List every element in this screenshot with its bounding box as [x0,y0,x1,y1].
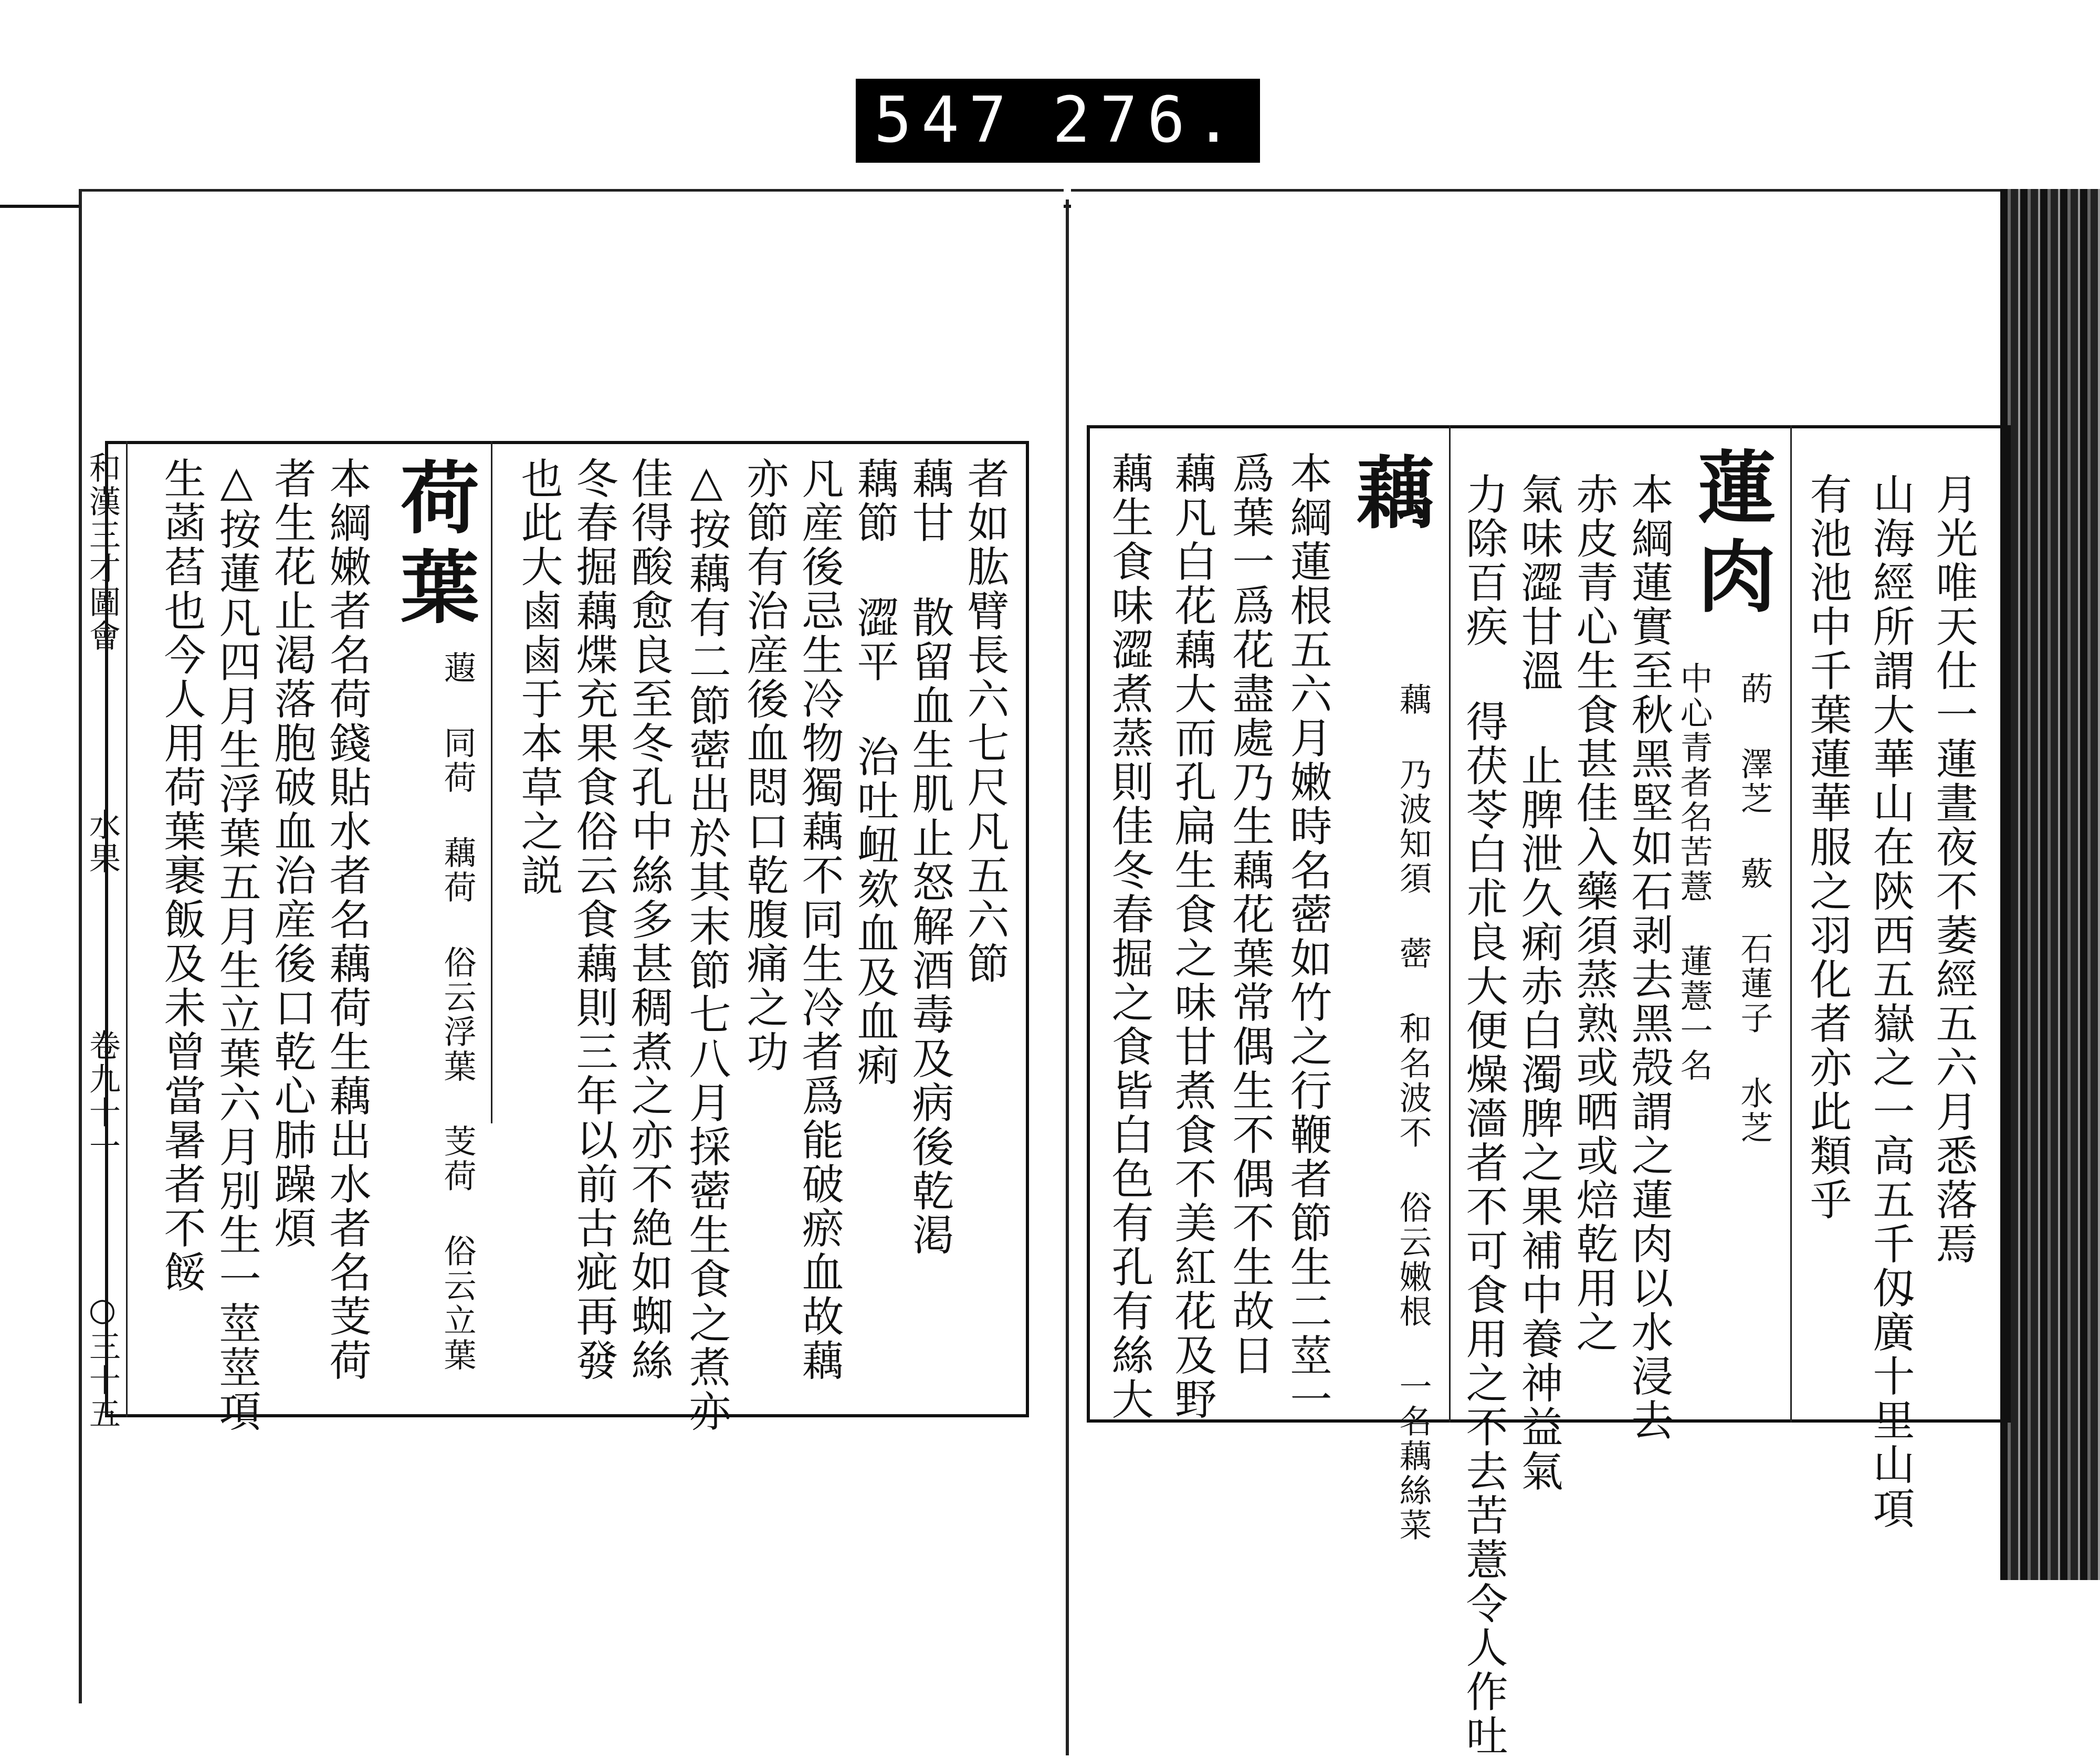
margin-rule [126,441,128,1417]
right-col-7: 赤皮青心生食甚佳入藥須蒸熟或晒或焙乾用之 [1569,472,1618,1354]
right-col-3: 有池池中千葉蓮華服之羽化者亦此類乎 [1803,472,1852,1222]
left-col-8: 冬春掘藕煠充果食俗云食藕則三年以前古疵再發 [569,457,618,1383]
right-col-2: 山海經所謂大華山在陝西五嶽之一高五千仭廣十里山項 [1866,472,1915,1531]
margin-title: 和漢三才圖會 [84,451,121,653]
right-section-rule-2 [1449,425,1451,1423]
right-section-rule-1 [1790,425,1792,1423]
left-col-synonyms: 蕸 同荷 藕荷 俗云浮葉 芰荷 俗云立葉 [438,651,477,1373]
archive-label-left: 547 [874,84,1016,157]
margin-page: ○三十五 [84,1291,121,1431]
left-col-14: △按蓮凡四月生浮葉五月生立葉六月別生一莖莖項 [212,457,261,1434]
left-col-6: △按藕有二節蔤出於其末節七八月採蔤生食之煮亦 [682,457,731,1434]
right-col-15: 藕凡白花藕大而孔扁生食之味甘煮食不美紅花及野 [1168,451,1216,1422]
left-col-2: 藕甘 散留血生肌止怒解酒毒及病後乾渇 [905,457,954,1257]
left-col-7: 佳得酸愈良至冬孔中絲多甚稠煮之亦不絶如蜘絲 [624,457,673,1383]
left-section-rule [491,441,492,1123]
left-col-4: 凡産後忌生冷物獨藕不同生冷者爲能破瘀血故藕 [795,457,844,1383]
left-col-5: 亦節有治産後血悶口乾腹痛之功 [740,457,789,1074]
archive-label [856,79,1260,163]
heading-ou: 藕 [1342,451,1435,541]
right-col-13: 本綱蓮根五六月嫩時名蔤如竹之行鞭者節生二莖一 [1283,451,1332,1422]
left-col-12: 本綱嫩者名荷錢貼水者名藕荷生藕出水者名芰荷 [322,457,371,1383]
right-col-bitter-core: 中心青者名苦薏 蓮薏一名 [1675,661,1713,1083]
right-col-synonyms-1: 菂 澤芝 薂 石蓮子 水芝 [1735,672,1773,1145]
right-col-14: 爲葉一爲花盡處乃生藕花葉常偶生不偶不生故日 [1225,451,1274,1377]
margin-volume: 卷九十一 [84,1029,121,1163]
archive-label-right: 276. [1052,84,1242,157]
right-col-synonyms-2: 藕 乃波知須 蔤 和名波不 俗云嫩根 一名藕絲菜 [1394,682,1432,1543]
right-col-9: 力除百疾 得茯苓白朮良大便燥濇者不可食用之不去苦薏令人作吐 [1459,472,1508,1758]
left-col-1: 者如肱臂長六七尺凡五六節 [960,457,1009,986]
left-col-13: 者生花止渇落胞破血治産後口乾心肺躁煩 [267,457,316,1250]
left-col-9: 也此大鹵鹵于本草之説 [514,457,563,898]
right-col-8: 氣味澀甘溫 止脾泄久痢赤白濁脾之果補中養神益氣 [1514,472,1563,1493]
book-gutter [1066,199,1069,1755]
right-col-1: 月光唯天仕一蓮晝夜不萎經五六月悉落焉 [1929,472,1978,1266]
right-col-16: 藕生食味澀煮蒸則佳冬春掘之食皆白色有孔有絲大 [1105,451,1153,1422]
right-col-6: 本綱蓮實至秋黑堅如石剥去黑殻謂之蓮肉以水浸去 [1624,472,1673,1443]
heading-lianrou: 蓮肉 [1684,446,1776,625]
left-col-3: 藕節 澀平 治吐衄欬血及血痢 [850,457,899,1088]
page-edge-stack [2000,189,2100,1580]
heading-heyo: 荷葉 [387,457,479,635]
left-col-15: 生菡萏也今人用荷葉裹飯及未曾當暑者不餒 [157,457,206,1294]
margin-section: 水果 [84,808,121,876]
